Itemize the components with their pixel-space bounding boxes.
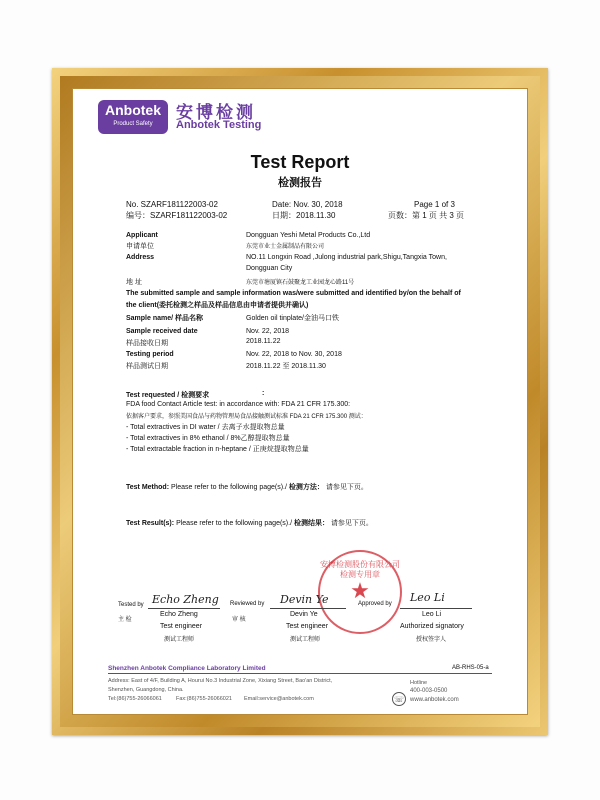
anbotek-logo	[98, 100, 168, 134]
red-seal-stamp	[318, 550, 402, 634]
tested-role-cn: 测试工程师	[164, 637, 195, 643]
footer-hotline-label: Hotline	[410, 680, 428, 686]
tested-by-label-cn: 主 检	[118, 617, 132, 623]
applicant-value-cn: 东莞市业士金属制品有限公司	[246, 244, 325, 250]
applicant-label-cn: 申请单位	[126, 243, 154, 250]
logo-sub: Product Safety	[113, 121, 153, 127]
method-text: Please refer to the following page(s)./	[171, 484, 287, 491]
address-line-1: NO.11 Longxin Road ,Julong industrial park,Shigu,Tangxia Town,	[246, 254, 447, 261]
logo-name: Anbotek	[105, 102, 161, 118]
address-label: Address	[126, 254, 155, 261]
footer-email: Email:service@anbotek.com	[244, 696, 314, 702]
tested-by-label: Tested by	[118, 602, 144, 608]
approved-role: Authorized signatory	[400, 623, 464, 630]
result-label-cn: 检测结果：	[293, 520, 329, 527]
tested-name: Echo Zheng	[160, 611, 198, 618]
testing-value-cn: 2018.11.22 至 2018.11.30	[246, 363, 326, 370]
report-number-cn: 编号：SZARF181122003-02	[126, 211, 228, 220]
method-label: Test Method:	[126, 484, 170, 491]
logo-cn: 安博检测	[176, 103, 256, 122]
result-label: Test Result(s):	[126, 520, 175, 527]
requested-line-3: - Total extractives in DI water / 去离子水提取物总量	[126, 424, 285, 431]
footer-address-2: Shenzhen, Guangdong, China.	[108, 687, 184, 693]
result-text: Please refer to the following page(s)./	[176, 520, 293, 527]
address-line-2: Dongguan City	[246, 265, 293, 272]
footer-doc-code: AB-RHS-05-a	[452, 665, 489, 671]
report-number: No. SZARF181122003-02	[126, 200, 218, 209]
approved-by-label: Approved by	[358, 601, 392, 607]
footer-tel: Tel:(86)755-26066061	[108, 696, 162, 702]
seal-star-icon: ★	[350, 578, 370, 603]
page-count: Page 1 of 3	[414, 200, 455, 209]
reviewed-signature: Devin Ye	[280, 593, 329, 606]
result-text-cn: 请参见下页。	[330, 520, 373, 527]
applicant-label: Applicant	[126, 232, 158, 239]
seal-text: 安博检测股份有限公司 检测专用章	[320, 560, 400, 579]
footer-hotline-number: 400-003-0500	[410, 688, 448, 694]
approved-sig-line	[400, 608, 472, 609]
report-date: Date: Nov. 30, 2018	[272, 200, 343, 209]
sample-name-label: Sample name/ 样品名称	[126, 315, 204, 322]
address-label-cn: 地 址	[126, 279, 142, 286]
reviewed-role: Test engineer	[286, 623, 329, 630]
applicant-value: Dongguan Yeshi Metal Products Co.,Ltd	[246, 232, 371, 239]
reviewed-role-cn: 测试工程师	[290, 637, 321, 643]
approved-role-cn: 授权签字人	[416, 637, 447, 643]
requested-line-1: FDA food Contact Article test: in accordance with: FDA 21 CFR 175.300:	[126, 401, 351, 408]
testing-value: Nov. 22, 2018 to Nov. 30, 2018	[246, 351, 342, 358]
requested-line-2: 依据客户要求，参照美国食品与药物管理局食品接触测试标准 FDA 21 CFR 175.300 测试：	[126, 414, 367, 420]
logo-en: Anbotek Testing	[176, 119, 262, 131]
tested-role: Test engineer	[160, 623, 203, 630]
test-result	[126, 518, 373, 528]
submitted-note-2: the client(委托检测之样品及样品信息由申请者提供并确认)	[126, 302, 309, 309]
approved-name: Leo Li	[422, 611, 442, 618]
requested-line-4: - Total extractives in 8% ethanol / 8%乙醇提取物总量	[126, 435, 290, 442]
received-value-cn: 2018.11.22	[246, 338, 281, 345]
page-count-cn: 页数：第 1 页 共 3 页	[388, 211, 465, 220]
hotline-phone-icon: ☏	[392, 692, 406, 706]
sample-name-value: Golden oil tinplate/金油马口铁	[246, 315, 339, 322]
method-label-cn: 检测方法：	[288, 484, 324, 491]
report-date-cn: 日期：2018.11.30	[272, 211, 336, 220]
submitted-note: The submitted sample and sample information was/were submitted and identified by/on the behalf of	[126, 290, 461, 297]
test-method	[126, 482, 368, 492]
requested-label: Test requested / 检测要求	[126, 392, 210, 399]
testing-label-cn: 样品测试日期	[126, 363, 168, 370]
received-label-cn: 样品接收日期	[126, 340, 168, 347]
received-value: Nov. 22, 2018	[246, 328, 290, 335]
reviewed-name: Devin Ye	[290, 611, 318, 618]
footer-website: www.anbotek.com	[410, 697, 459, 703]
page-title: Test Report	[250, 152, 350, 172]
approved-signature: Leo Li	[410, 591, 445, 604]
page-title-cn: 检测报告	[278, 177, 322, 189]
certificate-page	[72, 88, 528, 715]
requested-colon: :	[262, 390, 265, 397]
reviewed-by-label-cn: 审 核	[232, 617, 246, 623]
method-text-cn: 请参见下页。	[325, 484, 368, 491]
tested-signature: Echo Zheng	[152, 593, 219, 606]
requested-line-5: - Total extractable fraction in n-heptane / 正庚烷提取物总量	[126, 446, 309, 453]
received-label: Sample received date	[126, 328, 198, 335]
footer-lab-name: Shenzhen Anbotek Compliance Laboratory Limited	[108, 665, 266, 672]
footer-address-1: Address: East of 4/F, Building A, Hourui No.3 Industrial Zone, Xixiang Street, Bao'an District,	[108, 678, 333, 684]
testing-label: Testing period	[126, 351, 174, 358]
tested-sig-line	[148, 608, 220, 609]
footer-fax: Fax:(86)755-26066021	[176, 696, 232, 702]
footer-divider	[108, 673, 492, 674]
reviewed-by-label: Reviewed by	[230, 601, 265, 607]
address-value-cn: 东莞市塘厦镇石鼓聚龙工业园龙心路11号	[246, 280, 355, 286]
reviewed-sig-line	[270, 608, 346, 609]
